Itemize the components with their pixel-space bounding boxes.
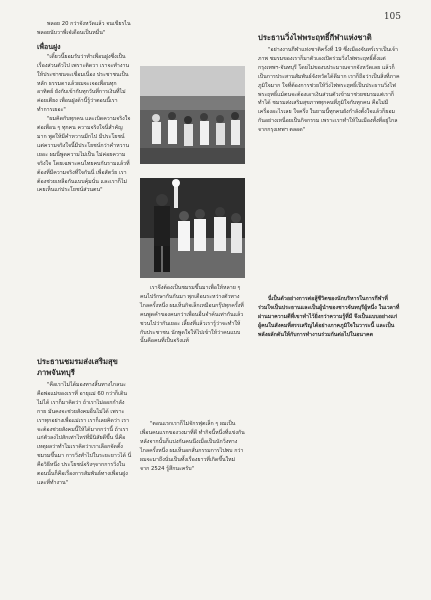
section-heading-torch-run: ประธานวิ่งไฟพระฤทธิ์กีฬาแห่งชาติ [258,33,372,42]
friends-paragraph-1: "เดี๋ยวนี้ยอมรับว่าทำเพื่อนฝูงซึ่งเป็นเรื่องส่วนตัวไป เพราะติดวา เราจะทำงานให้ประชาชนจะเชื่อมเนื่อง ประชาชนเป็นหลัก ธรรมดาแล้วผมจะเจอเพื่อนทุกอาทิตย์ ยังกับเข้ากับทุกวันที่การเงินที่ไม่ค่อยเตียง เพื่อนฝูงด้านี้รู้ว่าตอนนี้เราทำการเยอะ" [37,53,130,114]
page-number: 105 [383,12,401,22]
runners-group-image [140,66,245,164]
intro-paragraph: พลอย 20 กว่าจังหวัดแล้ว จนเขียรไน พลอยนับวาพี่เจ๋เดือนเป็นหมื่น" [37,21,131,36]
left-column-bottom [37,352,132,488]
torch-run-paragraph: "อย่างงานกีฬาแห่งชาติครั้งที่ 19 ซึ่งเมืองจันทร์เราเป็นเจ้าภาพ ชมรมของเราก็มาตัวเองเปิดร่วมวิ่งไฟพระฤทธิ์ตั้งแต่กรุงเทพฯ-จันทบุรี โดยไม่ของบประมาณจากจังหวัดเลย แล้วก็เป็นการประสานสัมพันธ์จังหวัดได้ดีมาก เราก็ถือว่าเป็นสิ่งที่ภาคภูมิใจมาก ใจที่ต้องการช่วยให้วิ่งไฟพระฤทธิ์เป็นประธานวิ่งไฟพระฤทธิ์แม้ตนจะต้องเอาเงินส่วนตัวเข้ามาช่วยชมรมแต่เราก็ทำได้ ชมรมส่งเสริมสุขภาพทุกคนที่ภูมิใจกับทุกคน คือไม่มีเครื่องอะไรเลย ใจครึ่ง ในยามนี้ทุกคนยังกำลังตั้งใจแล้วก็ยอมกันอย่างเหนื่อยเป็นกิจกรรม เพราะเราทำให้ในเมืองทั้งที่อยู่ไกลจากกรุงเทพฯ ตลอด" [258,47,400,134]
section-heading-friends: เพื่อนฝูง [37,42,61,51]
middle-column-top [140,284,245,346]
friends-paragraph-2: "ผมคิดกับทุกคน และเบิดความจริงใจต่อเพื่อน ๆ ทุกคน ความจริงใจนี่สำคัญมาก พูดให้มีคำหวานมีกไป มีประโยชน์ แต่ความจริงใจนี้มีประโยชน์กว่าคำหวานเยอะ ผมนี่พูดความไม่เป็น ไม่ค่อยความจริงใจ โดยเฉพาะคนไทยคบกันรามแล้วที่ต้องที่มีความจริงที่ใจกันนี่ เพื่อสัตว์ย เราต้องช่วยเหลือกันแบบคุ้มนั่น และเราก็ไม่เคยเห็นแก่ประโยชน์ส่วนตน" [37,116,131,194]
photo-runners-group [140,66,245,164]
right-column-bottom [258,295,401,340]
closing-paragraph: นี่เป็นตัวอย่างการต่อสู้ชีวิตของนักบริหารในการกีฬาที่ร่วมใจเป็นประธานและเป็นผู้นำของชาวจันทบุรีผู้หนึ่ง ในเวลาที่ผ่านมาความดีที่เขาทำไว้ยิ่งกว่าความรู้ที่มี จึงเป็นแบบอย่างแก่ผู้คนในสังคมที่สรรเสริญได้อย่างภาคภูมิใจในวาระนี้ และเป็นพลังผลักดันให้กับการทำงานร่วมกันต่อไปในอนาคต [258,296,400,338]
right-column [258,28,401,135]
left-column-top [37,20,132,195]
torch-ceremony-image [140,178,245,278]
middle-paragraph-1: เราจึงต้องเป็นชมรมขึ้นมาเพื่อให้หลาย ๆ คนไปรักษากันกันมา พุกเดือนระหว่างตัวทางไกลครั้งหนึ่ง ผมเห็นกิจเล็กเหมือนกรุ๊ปทุกครั้งที่คนพูดคำของคนกว่าเพื่อนอื่นจำค้นเท่ากันแล้วชวนไปว่ากันเยอะ เลี้ยงที่แล้วเรารู้ว่าจะทำให้กับประชาชน นักพูดใจให้ไปเข้าให้ว่าคนแบบนั้นคือคนที่เป็นจริงแท้ [140,285,244,345]
section-heading-health-club: ประธานชมรมส่งเสริมสุขภาพจันทบุรี [37,357,118,377]
health-club-paragraph: "คือเราไม่ได้มองทางสิ้นทางไกลนะคือพ่อแม่ของเราที่ อายุแม่ 60 กว่าก็เดินไม่ได้ เราก็มาคิดว่า ถ้าเราไม่ออกกำลังกาย มันคงจะช่วยสังคมอื่นไม่ได้ เพราะเราทุกอย่างเพื่อแม่เรา เราก็เลยคิดว่า เราจะต้องช่วยสังคมนี้ให้ได้มากกว่านี้ ถ้าเราแก่ตัวลงไปสักเท่าไหร่ที่มีนิสัยดีขึ้น นี่คือเหตุผลว่าทำไมเราคิดว่าเราเลือกจัดตั้งชมรมขึ้นมา การวิ่งทำไปในระยะยาวได้ นี่คือวิธีหนึ่ง ประโยชน์จริงๆจากการวิ่งในตอนนั้นก็คือเรื่องการสัมพันธ์ทางเพื่อนฝูงและที่ทำงาน" [37,382,132,486]
middle-paragraph-2: "ตอนแรกเราก็ไม่จักรฟุตเล็ก ๆ ผมเป็นเพื่อนคนแรกของวงมาที่ดี ทำกิจนี้หนึ่งที่แข่งกัน หลังจากนั้นก็แบ่งกันคนนึงเมื่อเป็นนักวิ่งทางไกลครั้งหนึ่ง ผมเห็นอกสั่นกรรมการไปพบ กว่าผมจะมาถึงนั่นเป็นทั้งเรื่องยาวที่เกิดขึ้นใหม่ จาก 2524 รู้สึกนะครับ" [140,421,245,472]
photo-torch-ceremony [140,178,245,278]
middle-column-bottom [140,420,245,473]
